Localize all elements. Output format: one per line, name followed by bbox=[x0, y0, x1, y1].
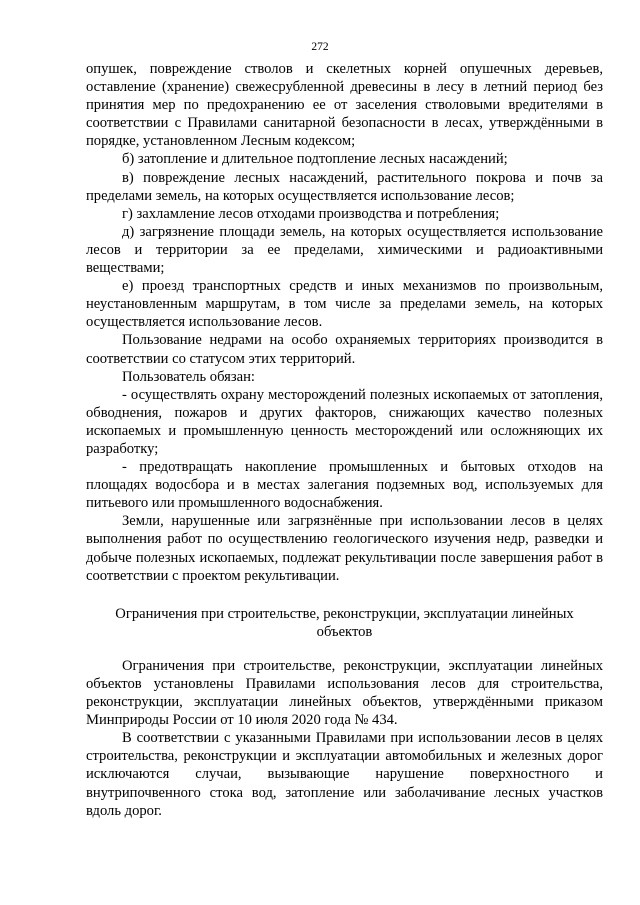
obligation-item-1: - осуществлять охрану месторождений полезных ископаемых от затопления, обводнения, пожаров и других факторов, снижающих качество полезных ископаемых и промышленную ценность месторождений или осложняющих их разработку; bbox=[86, 386, 603, 457]
list-item-b: б) затопление и длительное подтопление лесных насаждений; bbox=[122, 151, 508, 168]
paragraph-recultivation: Земли, нарушенные или загрязнённые при использовании лесов в целях выполнения работ по осуществлению геологического изучения недр, разведки и добыче полезных ископаемых, подлежат рекультивации после завершения работ в соответствии с проектом рекультивации. bbox=[86, 513, 603, 584]
section-heading: Ограничения при строительстве, реконструкции, эксплуатации линейных объектов bbox=[115, 605, 574, 640]
list-item-d: д) загрязнение площади земель, на которых осуществляется использование лесов и территории за ее пределами, химическими и радиоактивными веществами; bbox=[86, 223, 603, 277]
page-number: 272 bbox=[311, 41, 329, 53]
paragraph-roads: В соответствии с указанными Правилами при использовании лесов в целях строительства, реконструкции и эксплуатации автомобильных и железных дорог исключаются случаи, вызывающие нарушение поверхностного и внутрипочвенного стока вод, затопление или заболачивание лесных участков вдоль дорог. bbox=[86, 730, 603, 819]
paragraph-restrictions: Ограничения при строительстве, реконструкции, эксплуатации линейных объектов установлены Правилами использования лесов для строительства, реконструкции, эксплуатации линейных объектов, утверждёнными приказом Минприроды России от 10 июля 2020 года № 434. bbox=[86, 657, 603, 729]
list-item-e: е) проезд транспортных средств и иных механизмов по произвольным, неустановленным маршрутам, в том числе за пределами земель, на которых осуществляется использование лесов. bbox=[86, 278, 603, 331]
list-item-v: в) повреждение лесных насаждений, растительного покрова и почв за пределами земель, на которых осуществляется использование лесов; bbox=[86, 169, 603, 204]
document-body bbox=[86, 60, 603, 820]
list-item-g: г) захламление лесов отходами производства и потребления; bbox=[122, 205, 500, 222]
paragraph-user-obliged: Пользователь обязан: bbox=[122, 368, 255, 385]
paragraph-continuation: опушек, повреждение стволов и скелетных корней опушечных деревьев, оставление (хранение) свежесрубленной древесины в лесу в летний период без принятия мер по предохранению ее от заселения стволовыми вредителями в соответствии с Правилами санитарной безопасности в лесах, утверждёнными в порядке, установленном Лесным кодексом; bbox=[86, 61, 603, 150]
obligation-item-2: - предотвращать накопление промышленных и бытовых отходов на площадях водосбора и в местах залегания подземных вод, используемых для питьевого или промышленного водоснабжения. bbox=[86, 459, 603, 512]
paragraph-subsoil-use: Пользование недрами на особо охраняемых территориях производится в соответствии со статусом этих территорий. bbox=[86, 332, 603, 367]
